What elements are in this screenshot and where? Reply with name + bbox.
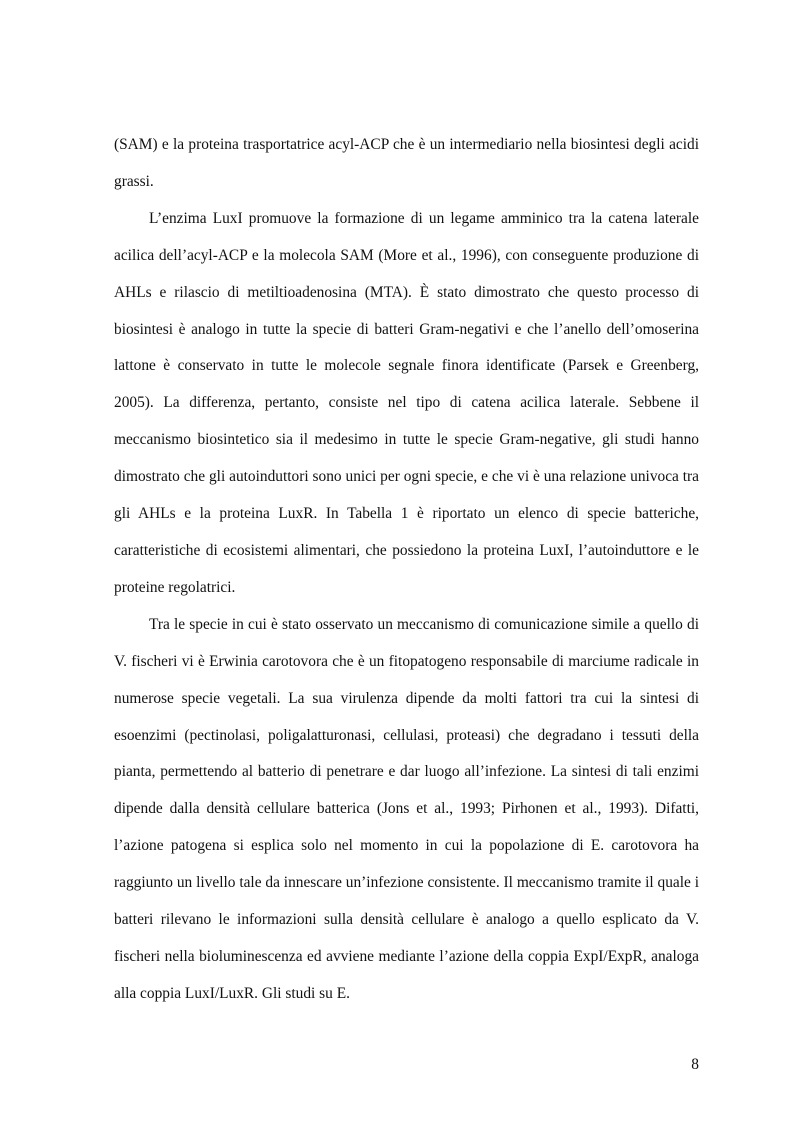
page-number: 8 bbox=[691, 1056, 699, 1073]
body-text bbox=[114, 127, 699, 1013]
paragraph-luxi-enzyme: L’enzima LuxI promuove la formazione di un legame amminico tra la catena laterale acilica dell’acyl-ACP e la molecola SAM (More et al., 1996), con conseguente produzione di AHLs e rilascio di metiltioadenosina (MTA). È stato dimostrato che questo processo di biosintesi è analogo in tutte la specie di batteri Gram-negativi e che l’anello dell’omoserina lattone è conservato in tutte le molecole segnale finora identificate (Parsek e Greenberg, 2005). La differenza, pertanto, consiste nel tipo di catena acilica laterale. Sebbene il meccanismo biosintetico sia il medesimo in tutte le specie Gram-negative, gli studi hanno dimostrato che gli autoinduttori sono unici per ogni specie, e che vi è una relazione univoca tra gli AHLs e la proteina LuxR. In Tabella 1 è riportato un elenco di specie batteriche, caratteristiche di ecosistemi alimentari, che possiedono la proteina LuxI, l’autoinduttore e le proteine regolatrici. bbox=[114, 209, 699, 596]
paragraph-continuation: (SAM) e la proteina trasportatrice acyl-ACP che è un intermediario nella biosintesi degli acidi grassi. bbox=[114, 136, 699, 190]
paragraph-erwinia: Tra le specie in cui è stato osservato un meccanismo di comunicazione simile a quello di V. fischeri vi è Erwinia carotovora che è un fitopatogeno responsabile di marciume radicale in numerose specie vegetali. La sua virulenza dipende da molti fattori tra cui la sintesi di esoenzimi (pectinolasi, poligalatturonasi, cellulasi, proteasi) che degradano i tessuti della pianta, permettendo al batterio di penetrare e dar luogo all’infezione. La sintesi di tali enzimi dipende dalla densità cellulare batterica (Jons et al., 1993; Pirhonen et al., 1993). Difatti, l’azione patogena si esplica solo nel momento in cui la popolazione di E. carotovora ha raggiunto un livello tale da innescare un’infezione consistente. Il meccanismo tramite il quale i batteri rilevano le informazioni sulla densità cellulare è analogo a quello esplicato da V. fischeri nella bioluminescenza ed avviene mediante l’azione della coppia ExpI/ExpR, analoga alla coppia LuxI/LuxR. Gli studi su E. bbox=[114, 615, 699, 1002]
